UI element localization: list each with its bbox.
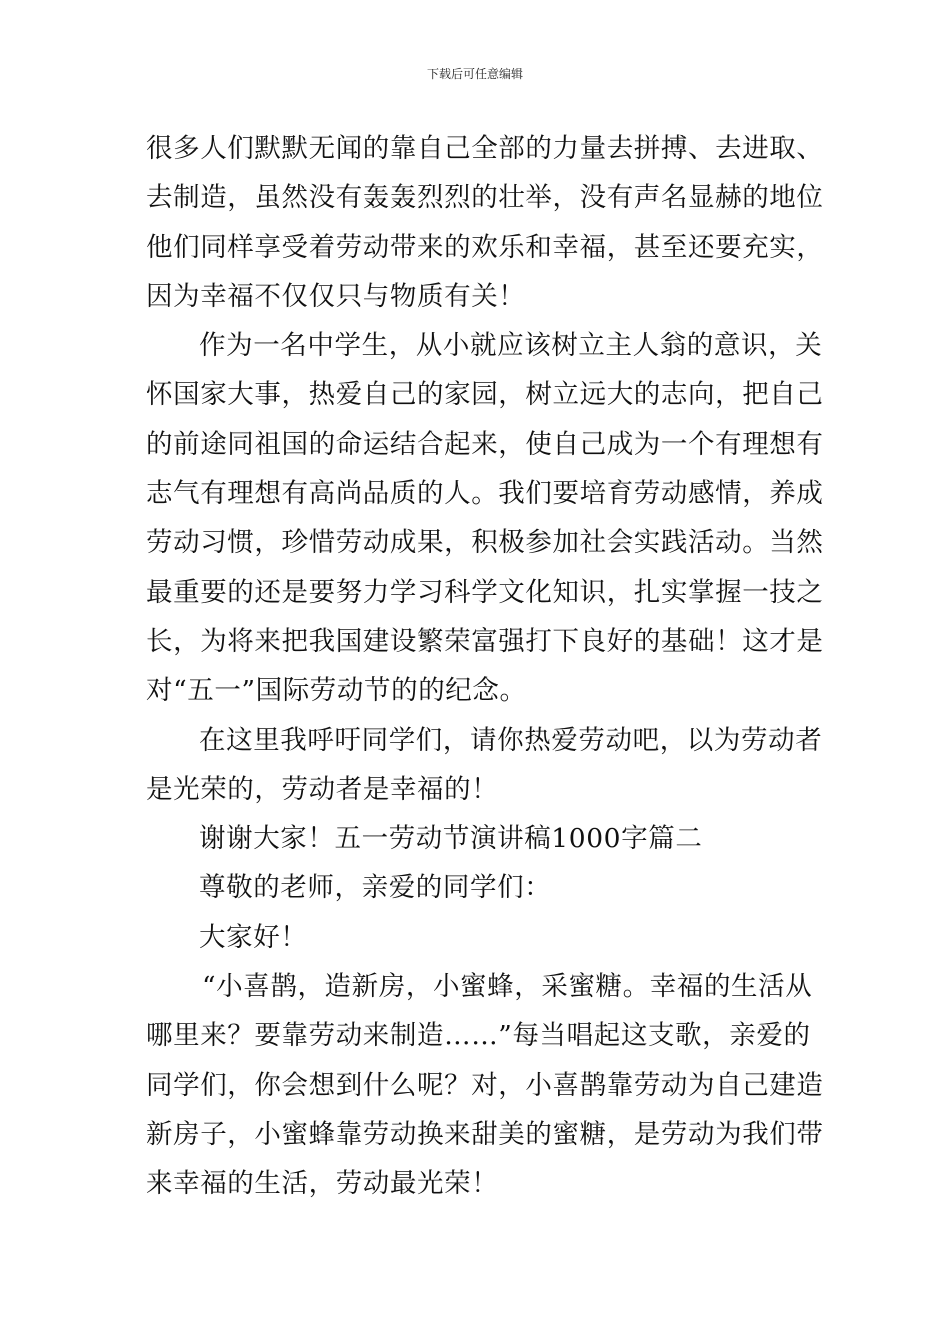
text-line: 劳动习惯，珍惜劳动成果，积极参加社会实践活动。当然 xyxy=(146,527,824,559)
salutation-line: 尊敬的老师，亲爱的同学们： xyxy=(199,872,552,904)
greeting-line: 大家好！ xyxy=(199,921,308,953)
text-line: 来幸福的生活，劳动最光荣！ xyxy=(146,1168,499,1200)
text-line: 因为幸福不仅仅只与物质有关！ xyxy=(146,280,526,312)
body-text xyxy=(146,124,824,1209)
paragraph-start-line: 作为一名中学生，从小就应该树立主人翁的意识，关 xyxy=(199,330,823,362)
text-line: 很多人们默默无闻的靠自己全部的力量去拼搏、去进取、 xyxy=(146,133,824,164)
text-line: 怀国家大事，热爱自己的家园，树立远大的志向，把自己 xyxy=(146,379,824,411)
section-title-line: 谢谢大家！五一劳动节演讲稿1000字篇二 xyxy=(199,823,703,855)
paragraph-start-line: “小喜鹊，造新房，小蜜蜂，采蜜糖。幸福的生活从 xyxy=(202,971,813,1003)
paragraph-start-line: 在这里我呼吁同学们，请你热爱劳动吧，以为劳动者 xyxy=(199,724,823,756)
text-line: 的前途同祖国的命运结合起来，使自己成为一个有理想有 xyxy=(146,428,824,460)
text-line: 他们同样享受着劳动带来的欢乐和幸福，甚至还要充实， xyxy=(146,231,824,263)
text-line: 对“五一”国际劳动节的的纪念。 xyxy=(146,675,527,707)
text-line: 哪里来？要靠劳动来制造……”每当唱起这支歌，亲爱的 xyxy=(146,1020,811,1052)
text-line: 长，为将来把我国建设繁荣富强打下良好的基础！这才是 xyxy=(146,625,824,657)
text-line: 去制造，虽然没有轰轰烈烈的壮举，没有声名显赫的地位 xyxy=(146,182,824,214)
text-line: 同学们，你会想到什么呢？对，小喜鹊靠劳动为自己建造 xyxy=(146,1069,824,1101)
text-line: 最重要的还是要努力学习科学文化知识，扎实掌握一技之 xyxy=(146,576,824,608)
text-line: 是光荣的，劳动者是幸福的！ xyxy=(146,773,499,805)
text-line: 志气有理想有高尚品质的人。我们要培育劳动感情，养成 xyxy=(146,478,824,510)
page-header: 下载后可任意编辑 xyxy=(426,67,523,81)
text-line: 新房子，小蜜蜂靠劳动换来甜美的蜜糖，是劳动为我们带 xyxy=(146,1118,824,1150)
